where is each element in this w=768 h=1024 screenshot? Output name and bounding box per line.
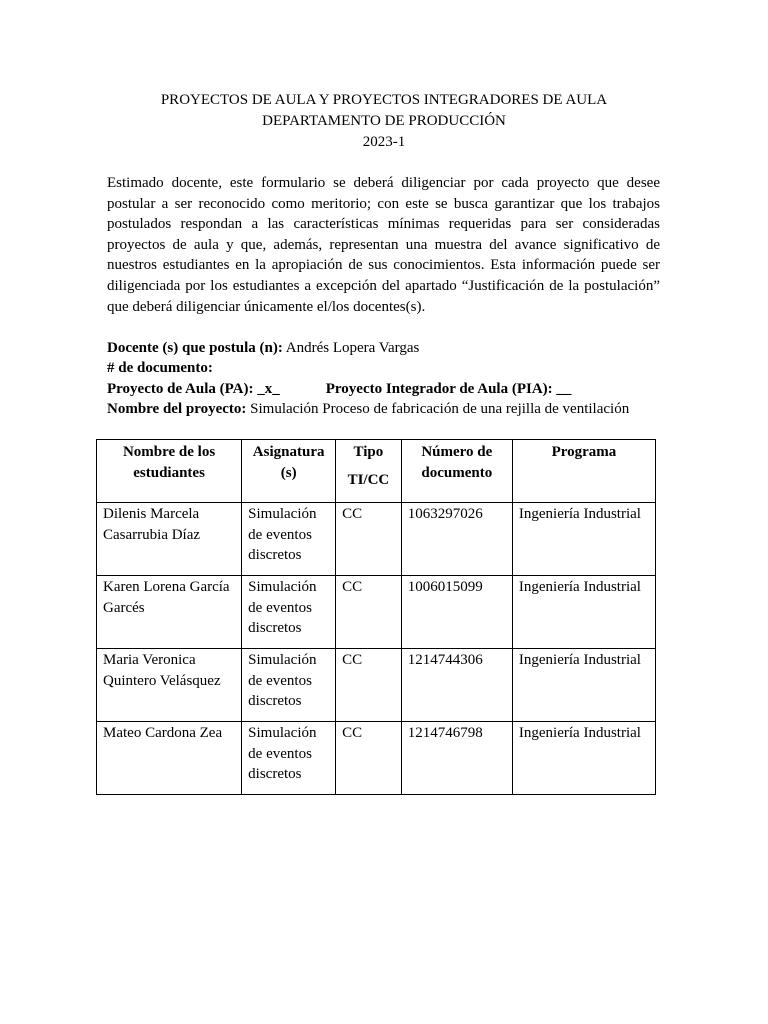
form-fields [107, 338, 667, 419]
table-row [97, 503, 656, 576]
pia-value: __ [556, 380, 572, 397]
cell-nombre: Karen Lorena García Garcés [97, 576, 242, 649]
cell-tipo: CC [336, 576, 402, 649]
pa-label: Proyecto de Aula (PA): [107, 380, 254, 397]
cell-asignatura: Simulación de eventos discretos [242, 649, 336, 722]
header-numero: Número de documento [401, 440, 512, 503]
cell-programa: Ingeniería Industrial [512, 503, 655, 576]
cell-asignatura: Simulación de eventos discretos [242, 722, 336, 795]
cell-tipo: CC [336, 722, 402, 795]
docente-label: Docente (s) que postula (n): [107, 340, 283, 356]
header-programa: Programa [512, 440, 655, 503]
cell-nombre: Mateo Cardona Zea [97, 722, 242, 795]
header-tipo-top: Tipo [353, 444, 384, 460]
cell-numero: 1063297026 [401, 503, 512, 576]
students-table [96, 439, 656, 795]
header-nombre: Nombre de los estudiantes [97, 440, 242, 503]
pia-label: Proyecto Integrador de Aula (PIA): [325, 380, 553, 397]
table-header-row [97, 440, 656, 503]
header-title: PROYECTOS DE AULA Y PROYECTOS INTEGRADORES DE AULA [160, 92, 608, 108]
intro-paragraph: Estimado docente, este formulario se deberá diligenciar por cada proyecto que desee postular a ser reconocido como meritorio; con este se busca garantizar que los trabajos postulados respondan a las características mínimas requeridas para ser consideradas proyectos de aula y que, además, representan una muestra del avance significativo de nuestros estudiantes en la apropiación de sus conocimientos. Esta información puede ser diligenciada por los estudiantes a excepción del apartado “Justificación de la postulación” que deberá diligenciar únicamente el/los docentes(s). [107, 175, 660, 315]
cell-numero: 1214744306 [401, 649, 512, 722]
cell-programa: Ingeniería Industrial [512, 649, 655, 722]
header-period: 2023-1 [362, 134, 406, 150]
cell-asignatura: Simulación de eventos discretos [242, 576, 336, 649]
cell-programa: Ingeniería Industrial [512, 722, 655, 795]
project-type-row [107, 379, 667, 399]
cell-asignatura: Simulación de eventos discretos [242, 503, 336, 576]
table-row [97, 722, 656, 795]
documento-row [107, 358, 667, 378]
cell-tipo: CC [336, 503, 402, 576]
docente-row [107, 338, 667, 358]
header-tipo-bottom: TI/CC [347, 471, 390, 488]
header-tipo [336, 440, 402, 503]
project-name-label: Nombre del proyecto: [107, 400, 247, 417]
cell-nombre: Maria Veronica Quintero Velásquez [97, 649, 242, 722]
table-row [97, 576, 656, 649]
document-header [0, 90, 768, 153]
header-department: DEPARTAMENTO DE PRODUCCIÓN [262, 113, 506, 129]
documento-label: # de documento: [107, 360, 213, 377]
docente-value: Andrés Lopera Vargas [285, 340, 420, 356]
cell-numero: 1214746798 [401, 722, 512, 795]
cell-nombre: Dilenis Marcela Casarrubia Díaz [97, 503, 242, 576]
header-asignatura: Asignatura (s) [242, 440, 336, 503]
cell-programa: Ingeniería Industrial [512, 576, 655, 649]
table-row [97, 649, 656, 722]
project-name-value: Simulación Proceso de fabricación de una rejilla de ventilación [250, 400, 630, 417]
cell-numero: 1006015099 [401, 576, 512, 649]
project-name-row [107, 399, 667, 419]
cell-tipo: CC [336, 649, 402, 722]
pa-value: _x_ [257, 380, 280, 397]
